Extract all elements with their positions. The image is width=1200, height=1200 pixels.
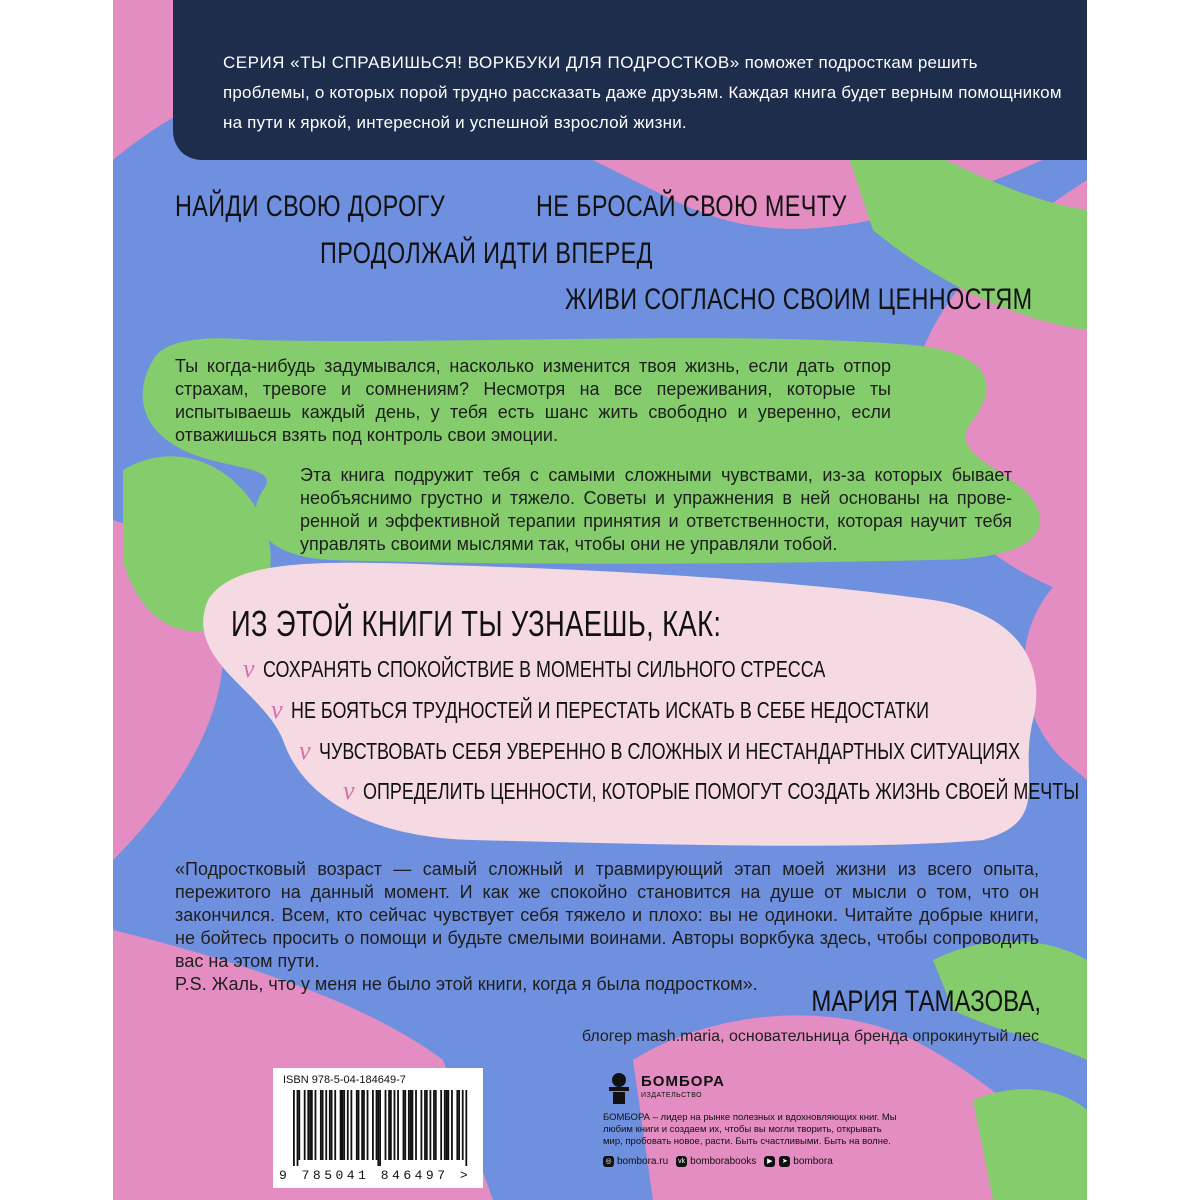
- barcode-bar: [390, 1090, 392, 1160]
- quote-author: МАРИЯ ТАМАЗОВА,: [811, 985, 1041, 1018]
- barcode-bar: [397, 1090, 399, 1160]
- learn-item: [299, 736, 1087, 766]
- barcode-bar: [322, 1090, 324, 1160]
- learn-item-text: СОХРАНЯТЬ СПОКОЙСТВИЕ В МОМЕНТЫ СИЛЬНОГО СТРЕССА: [262, 655, 825, 682]
- isbn-barcode-block: [273, 1068, 483, 1188]
- check-icon: v: [243, 654, 255, 683]
- barcode-bar: [347, 1090, 349, 1160]
- barcode-bar: [426, 1090, 428, 1160]
- check-icon: v: [343, 776, 355, 805]
- barcode-bar: [440, 1090, 442, 1160]
- barcode-bar: [325, 1090, 327, 1160]
- publisher-text: БОМБОРА – лидер на рынке полезных и вдохновляющих книг. Мы любим книги и создаем их, чтобы вы могли творить, открывать мир, пробовать новое, расти. Быть счастливыми. Быть на волне.: [603, 1112, 897, 1147]
- barcode-bar: [331, 1090, 333, 1160]
- barcode-bar: [451, 1090, 453, 1160]
- barcode-bar: [358, 1090, 360, 1160]
- publisher-name: БОМБОРА: [641, 1073, 725, 1090]
- social-tg[interactable]: bombora: [793, 1156, 833, 1167]
- barcode-bar: [433, 1090, 435, 1160]
- barcode-bar: [458, 1090, 460, 1160]
- barcode-bar: [412, 1090, 414, 1160]
- motto-3: ПРОДОЛЖАЙ ИДТИ ВПЕРЕД: [320, 237, 653, 270]
- barcode-bar: [343, 1090, 345, 1160]
- series-description: поможет подросткам решить проблемы, о которых порой трудно рассказать даже друзьям. Каждая книга будет верным помощником на пути к яркой, интересной и успешной взрослой жизни.: [223, 53, 1062, 132]
- barcode-bar: [315, 1090, 317, 1160]
- quote-author-role: [582, 1028, 1039, 1046]
- telegram-icon: ➤: [779, 1156, 790, 1167]
- bombora-logo-icon: [603, 1070, 639, 1106]
- barcode-bar: [309, 1090, 311, 1160]
- barcode-bar: [456, 1090, 458, 1160]
- role-prefix: блогер: [581, 1028, 637, 1045]
- barcode-bar: [372, 1090, 374, 1160]
- barcode-bar: [311, 1090, 313, 1160]
- barcode-bar: [377, 1090, 379, 1166]
- publisher-sub: ИЗДАТЕЛЬСТВО: [641, 1092, 703, 1099]
- learn-item: [243, 654, 983, 684]
- youtube-icon: ▶: [764, 1156, 775, 1167]
- role-brand: опрокинутый лес: [912, 1028, 1039, 1045]
- isbn-label: ISBN 978-5-04-184649-7: [283, 1074, 406, 1086]
- barcode-bar: [297, 1090, 299, 1166]
- barcode-bar: [421, 1090, 423, 1160]
- motto-2: НЕ БРОСАЙ СВОЮ МЕЧТУ: [536, 190, 847, 223]
- barcode-bar: [334, 1090, 336, 1160]
- paragraph-2: Эта книга подружит тебя с самыми сложными чувствами, из-за которых бывает необъяснимо грустно и тяжело. Советы и упражнения в ней основаны на прове- ренной и эффективной терапии принятия и ответственности, которая научит тебя управлять своими мыслями так, чтобы они не управляли тобой.: [300, 465, 1012, 554]
- book-back-cover: [113, 0, 1087, 1200]
- barcode-bar: [410, 1090, 412, 1160]
- learn-item: [271, 695, 1087, 725]
- series-intro: [223, 48, 1063, 138]
- barcode-bar: [361, 1090, 363, 1160]
- motto-4: ЖИВИ СОГЛАСНО СВОИМ ЦЕННОСТЯМ: [565, 283, 1033, 316]
- barcode-bar: [293, 1090, 295, 1166]
- isbn-digits: 9 785041 846497 >: [279, 1168, 472, 1183]
- barcode-bar: [307, 1090, 309, 1160]
- learn-item-text: НЕ БОЯТЬСЯ ТРУДНОСТЕЙ И ПЕРЕСТАТЬ ИСКАТЬ В СЕБЕ НЕДОСТАТКИ: [290, 696, 929, 723]
- barcode-bar: [304, 1090, 306, 1160]
- barcode-bar: [350, 1090, 352, 1160]
- barcode-bar: [385, 1090, 387, 1160]
- barcode-bar: [329, 1090, 331, 1160]
- barcode-bar: [341, 1090, 343, 1160]
- barcode-bar: [408, 1090, 410, 1160]
- series-title: СЕРИЯ «ТЫ СПРАВИШЬСЯ! ВОРКБУКИ ДЛЯ ПОДРОСТКОВ»: [223, 53, 740, 72]
- barcode-bar: [435, 1090, 437, 1160]
- testimonial-quote: [175, 858, 1039, 996]
- barcode-bar: [415, 1090, 417, 1160]
- vk-icon: vk: [678, 1158, 686, 1165]
- publisher-socials: [603, 1156, 833, 1167]
- barcode-bar: [388, 1090, 390, 1160]
- barcode-bar: [320, 1090, 322, 1160]
- barcode-bar: [403, 1090, 405, 1160]
- quote-ps: P.S. Жаль, что у меня не было этой книги, когда я была подростком».: [175, 974, 758, 994]
- barcode-bar: [404, 1090, 406, 1160]
- barcode-bar: [367, 1090, 369, 1160]
- check-icon: v: [271, 695, 283, 724]
- learn-item-text: ОПРЕДЕЛИТЬ ЦЕННОСТИ, КОТОРЫЕ ПОМОГУТ СОЗДАТЬ ЖИЗНЬ СВОЕЙ МЕЧТЫ: [362, 777, 1079, 804]
- green-wave-bottom: [973, 1089, 1087, 1200]
- barcode-bar: [356, 1090, 358, 1160]
- barcode-bar: [379, 1090, 381, 1166]
- barcode-bar: [444, 1090, 446, 1160]
- paragraph-1: Ты когда-нибудь задумывался, насколько изменится твоя жизнь, если дать отпор страхам, тревоге и сомнениям? Несмотря на все переживания, которые ты испытываешь каждый день, у тебя есть шанс жить свободно и уверенно, если отважишься взять под контроль свои эмоции.: [175, 356, 891, 445]
- learn-item: [343, 776, 1087, 806]
- learn-item-text: ЧУВСТВОВАТЬ СЕБЯ УВЕРЕННО В СЛОЖНЫХ И НЕСТАНДАРТНЫХ СИТУАЦИЯХ: [318, 737, 1020, 764]
- barcode-bar: [298, 1090, 300, 1160]
- background-art: [113, 0, 1087, 1200]
- barcode-bar: [340, 1090, 342, 1160]
- barcode-bar: [447, 1090, 449, 1160]
- motto-1: НАЙДИ СВОЮ ДОРОГУ: [175, 190, 446, 223]
- role-blog: mash.maria: [636, 1028, 721, 1045]
- barcode-bar: [446, 1090, 448, 1160]
- barcode: [293, 1090, 469, 1166]
- check-icon: v: [299, 736, 311, 765]
- barcode-bar: [394, 1090, 396, 1160]
- social-site[interactable]: bombora.ru: [617, 1156, 669, 1167]
- instagram-icon: ◎: [603, 1156, 614, 1167]
- barcode-bar: [363, 1090, 365, 1160]
- learn-heading: ИЗ ЭТОЙ КНИГИ ТЫ УЗНАЕШЬ, КАК:: [231, 603, 722, 644]
- barcode-bar: [376, 1090, 378, 1160]
- barcode-bar: [462, 1090, 464, 1160]
- quote-text: «Подростковый возраст — самый сложный и травмирующий этап моей жизни из всего опыта, пережитого на данный момент. И как же спокойно становится на душе от мысли о том, что он закончился. Всем, кто сейчас чувствует себя тяжело и плохо: вы не одиноки. Читайте добрые книги, не бойтесь просить о помощи и будьте смелыми воинами. Авторы воркбука здесь, чтобы сопроводить вас на этом пути.: [175, 859, 1039, 971]
- barcode-bar: [465, 1090, 467, 1166]
- barcode-bar: [424, 1090, 426, 1160]
- social-vk[interactable]: bomborabooks: [690, 1156, 757, 1167]
- barcode-bar: [429, 1090, 431, 1160]
- role-middle: , основательница бренда: [720, 1028, 913, 1045]
